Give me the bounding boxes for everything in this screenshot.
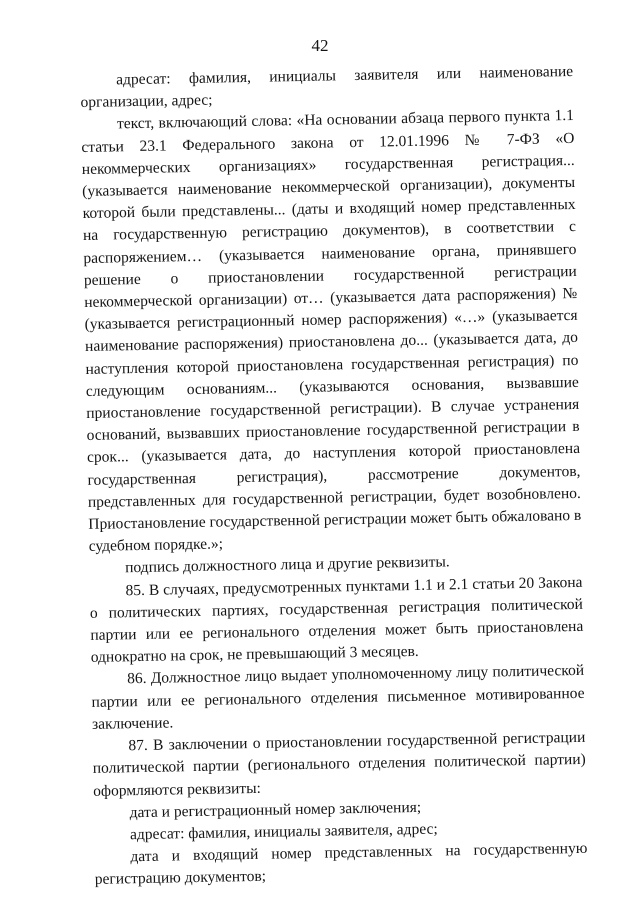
- paragraph-85: 85. В случаях, предусмотренных пунктами 1.1 и 2.1 статьи 20 Закона о политических партиях, государственная регистрация политической партии или ее регионального отделения может быть приостановлена однократно на срок, не превышающий 3 месяцев.: [89, 573, 584, 667]
- paragraph-addressee: адресат: фамилия, инициалы заявителя или наименование организации, адрес;: [80, 62, 574, 112]
- paragraph-signature: подпись должностного лица и другие реквизиты.: [124, 553, 450, 577]
- document-body: [80, 61, 588, 891]
- page-number: 42: [311, 36, 329, 55]
- paragraph-notice-text: текст, включающий слова: «На основании абзаца первого пункта 1.1 статьи 23.1 Федерального закона от 12.01.1996 № 7-ФЗ «О некоммерческих организациях» государственная регистрация... (указывается наименование некоммерческой организации), документы которой были представлены... (даты и входящий номер представленных на государственную регистрацию документов), в соответствии с распоряжением… (указывается наименование органа, принявшего решение о приостановлении государственной регистрации некоммерческой организации) от… (указывается дата распоряжения) № (указывается регистрационный номер распоряжения) «…» (указывается наименование распоряжения) приостановлена до... (указывается дата, до наступления которой приостановлена государственная регистрация) по следующим основаниям... (указываются основания, вызвавшие приостановление государственной регистрации). В случае устранения оснований, вызвавших приостановление государственной регистрации в срок... (указывается дата, до наступления которой приостановлена государственная регистрация), рассмотрение документов, представленных для государственной регистрации, будет возобновлено. Приостановление государственной регистрации может быть обжаловано в судебном порядке.»;: [81, 107, 582, 556]
- paragraph-documents: дата и входящий номер представленных на государственную регистрацию документов;: [94, 839, 588, 889]
- paragraph-86: 86. Должностное лицо выдает уполномоченному лицу политической партии или ее регионального отделения письменное мотивированное заключение.: [91, 662, 585, 733]
- paragraph-addressee-2: адресат: фамилия, инициалы заявителя, адрес;: [129, 820, 438, 844]
- paragraph-date-number: дата и регистрационный номер заключения;: [129, 798, 422, 821]
- paragraph-87: 87. В заключении о приостановлении государственной регистрации политической партии (регионального отделения политической партии) оформляются реквизиты:: [92, 728, 586, 800]
